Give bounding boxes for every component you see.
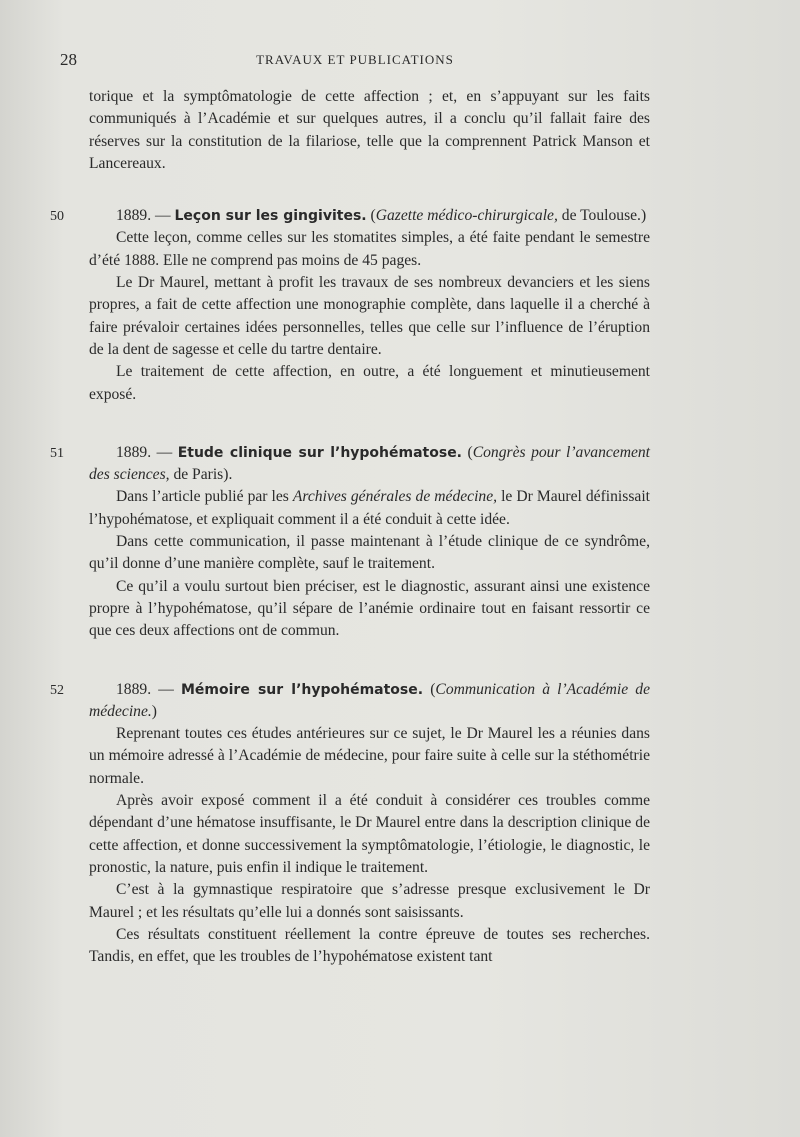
entry-title: Etude clinique sur l’hypohématose. xyxy=(177,444,463,461)
running-title: TRAVAUX ET PUBLICATIONS xyxy=(256,52,454,67)
entry-heading xyxy=(89,205,650,227)
page-number: 28 xyxy=(60,50,77,69)
paragraph-text: le Dr Maurel définissait l’hypohématose, et expliquait comment il a été conduit à cette idée. xyxy=(89,488,650,528)
entry-paragraph: Reprenant toutes ces études antérieures sur ce sujet, le Dr Maurel les a réunies dans un mémoire adressé à l’Académie de médecine, pour faire suite à celle sur la stéthométrie normale. xyxy=(89,725,650,787)
entry-year: 1889. — xyxy=(116,443,173,461)
entry-number: 52 xyxy=(50,682,64,698)
entry-year: 1889. — xyxy=(116,207,171,225)
entry-paragraph: Ces résultats constituent réellement la contre épreuve de toutes ses recherches. Tandis, en effet, que les troubles de l’hypohématose existent tant xyxy=(89,925,650,966)
entry-heading xyxy=(89,442,650,487)
entry-paragraph xyxy=(89,486,650,531)
entry-source-tail: de Paris). xyxy=(169,466,233,484)
entry-52 xyxy=(50,679,651,969)
entry-heading xyxy=(89,679,650,724)
entry-source: Congrès pour l’avancement des sciences, xyxy=(89,443,651,484)
page-header xyxy=(60,50,650,72)
entry-51 xyxy=(50,442,651,643)
entry-year: 1889. — xyxy=(116,680,174,698)
entry-paragraph: Ce qu’il a voulu surtout bien préciser, est le diagnostic, assurant ainsi une existence propre à l’hypohématose, qu’il sépare de l’anémie ordinaire tout en faisant ressortir ce que ces deux affections ont de commun. xyxy=(89,577,650,640)
entry-paragraph: Cette leçon, comme celles sur les stomatites simples, a été faite pendant le semestre d’été 1888. Elle ne comprend pas moins de 45 pages. xyxy=(89,229,650,269)
page-body xyxy=(50,86,651,968)
entry-number: 51 xyxy=(50,445,64,461)
entry-source: Gazette médico-chirurgicale, xyxy=(375,207,558,225)
entry-paragraph: Le traitement de cette affection, en outre, a été longuement et minutieusement exposé. xyxy=(89,363,650,403)
entry-paragraph: Après avoir exposé comment il a été conduit à considérer ces troubles comme dépendant d’une hématose insuffisante, le Dr Maurel entre dans la description clinique de cette affection, et donne successivement la symptômatologie, l’étiologie, le diagnostic, le pronostic, la nature, puis enfin il indique le traitement. xyxy=(89,792,650,876)
entry-number: 50 xyxy=(50,209,64,225)
entry-source: Communication à l’Académie de médecine. xyxy=(89,680,651,720)
entry-title: Leçon sur les gingivites. xyxy=(174,208,367,225)
journal-title: Archives générales de médecine, xyxy=(292,488,498,506)
entry-source-open: ( xyxy=(366,207,376,225)
entry-source-tail: de Toulouse.) xyxy=(557,207,647,225)
entry-paragraph: Le Dr Maurel, mettant à profit les travaux de ses nombreux devanciers et les siens propres, a fait de cette affection une monographie complète, dans laquelle il a cherché à faire prévaloir certaines idées personnelles, telles que celle sur l’influence de l’éruption de la dent de sagesse et celle du tartre dentaire. xyxy=(89,274,650,358)
entry-paragraph: C’est à la gymnastique respiratoire que s’adresse presque exclusivement le Dr Maurel ; et les résultats qu’elle lui a donnés sont saisissants. xyxy=(89,881,650,921)
intro-paragraph: torique et la symptômatologie de cette affection ; et, en s’appuyant sur les faits communiqués à l’Académie et sur quelques autres, il a conclu qu’il fallait faire des réserves sur la constitution de la filariose, telle que la comprennent Patrick Manson et Lancereaux. xyxy=(89,88,650,172)
entry-paragraph: Dans cette communication, il passe maintenant à l’étude clinique de ce syndrôme, qu’il donne d’une manière complète, sauf le traitement. xyxy=(89,533,650,573)
entry-source-open: ( xyxy=(423,680,436,698)
entry-source-open: ( xyxy=(462,443,473,461)
entry-title: Mémoire sur l’hypohématose. xyxy=(180,681,424,698)
entry-source-tail: ) xyxy=(151,702,157,720)
paragraph-text: Dans l’article publié par les xyxy=(116,488,293,506)
entry-50 xyxy=(50,205,650,406)
